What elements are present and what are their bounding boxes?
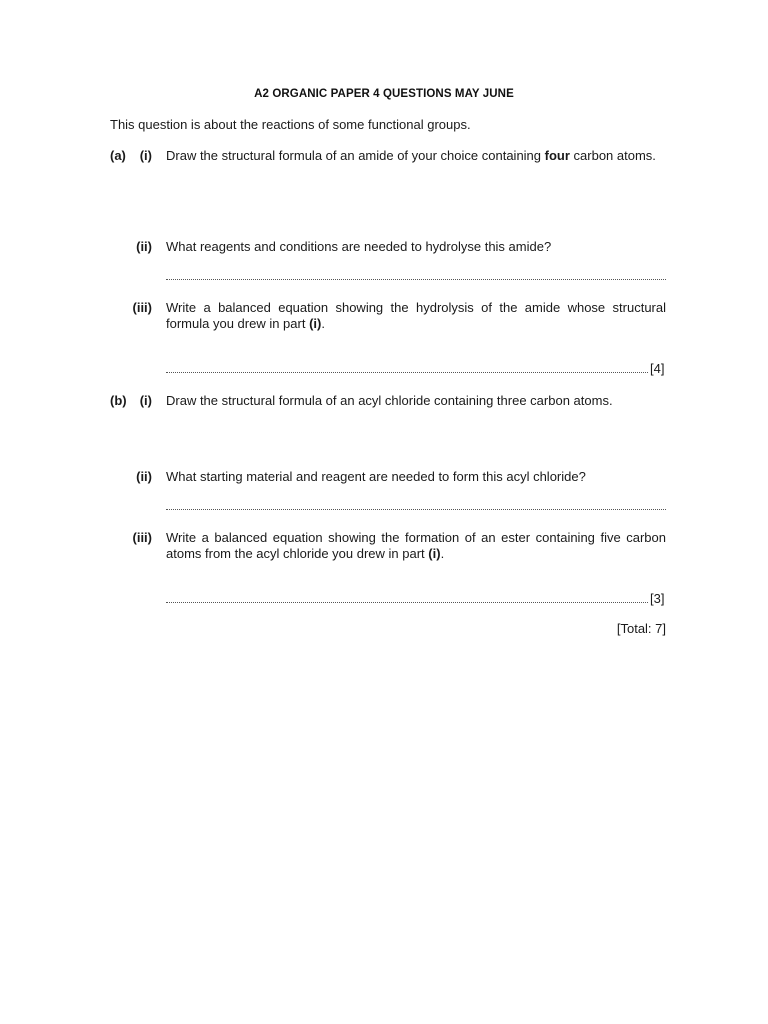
part-b-ii-answer-line[interactable] [166,509,666,510]
part-a-i-text-after: carbon atoms. [569,148,656,163]
part-a-ii-text: What reagents and conditions are needed to hydrolyse this amide? [166,239,552,254]
part-b-i-text: Draw the structural formula of an acyl chloride containing three carbon atoms. [166,393,613,408]
part-a-iii-answer-line[interactable] [166,372,648,373]
part-a-iii-text-after: . [321,316,325,331]
part-b-mark: [3] [650,591,665,606]
part-b-ii-label: (ii) [136,469,152,484]
part-b-i-label: (i) [139,393,152,408]
page-title: A2 ORGANIC PAPER 4 QUESTIONS MAY JUNE [254,88,514,100]
part-a-iii-text [166,300,666,332]
part-a-mark: [4] [650,361,665,376]
part-b-iii-answer-line[interactable] [166,602,648,603]
part-a-i-text-bold: four [544,148,570,163]
part-a-iii-text-bold: (i) [309,316,322,331]
intro-text: This question is about the reactions of some functional groups. [110,117,471,132]
part-a-label: (a) [110,148,126,163]
part-b-iii-text [166,530,666,562]
part-b-iii-text-bold: (i) [428,546,441,561]
total-marks: [Total: 7] [616,621,666,636]
part-a-ii-label: (ii) [136,239,152,254]
part-b-ii-text: What starting material and reagent are needed to form this acyl chloride? [166,469,586,484]
part-b-iii-text-before: Write a balanced equation showing the formation of an ester containing five carbon atoms from the acyl chloride you drew in part [166,530,666,561]
part-a-iii-label: (iii) [132,300,152,315]
part-a-i-label: (i) [139,148,152,163]
part-b-label: (b) [110,393,127,408]
part-b-iii-label: (iii) [132,530,152,545]
part-b-iii-text-after: . [440,546,445,561]
part-a-i-text-before: Draw the structural formula of an amide of your choice containing [166,148,545,163]
part-a-iii-text-before: Write a balanced equation showing the hydrolysis of the amide whose structural formula you drew in part [166,300,666,331]
part-a-ii-answer-line[interactable] [166,279,666,280]
part-a-i-text [166,148,666,164]
